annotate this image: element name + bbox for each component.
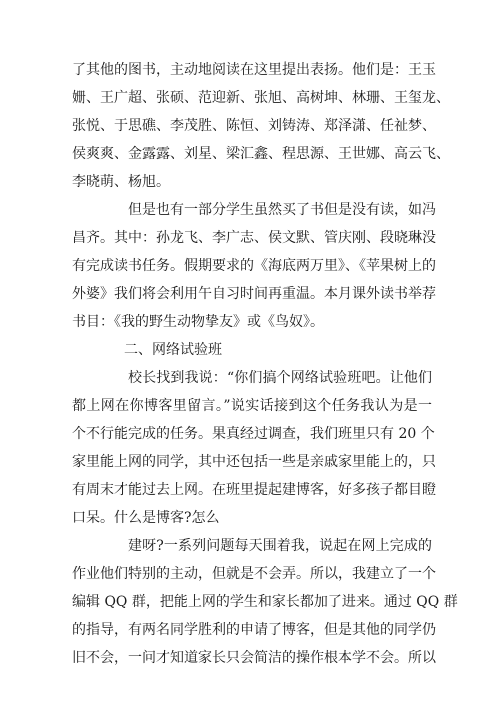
text-line: 书目：《我的野生动物挚友》或《鸟奴》。 xyxy=(72,314,324,330)
text-line: 都上网在你博客里留言。”说实话接到这个任务我认为是一 xyxy=(72,398,432,414)
text-line: 外婆》我们将会利用午自习时间再重温。本月课外读书举荐 xyxy=(72,286,436,302)
text-line: 但是也有一部分学生虽然买了书但是没有读，如冯 xyxy=(128,202,436,218)
text-line: 口呆。什么是博客?怎么 xyxy=(72,510,220,526)
text-line: 昌齐。其中：孙龙飞、李广志、侯文默、管庆刚、段晓琳没 xyxy=(72,230,436,246)
text-line: 编辑 QQ 群，把能上网的学生和家长都加了进来。通过 QQ 群 xyxy=(72,594,458,610)
text-line: 有完成读书任务。假期要求的《海底两万里》、《苹果树上的 xyxy=(72,258,436,274)
text-line: 的指导，有两名同学胜利的申请了博客，但是其他的同学仍 xyxy=(72,622,436,638)
text-line: 侯爽爽、金露露、刘星、梁汇鑫、程思源、王世娜、高云飞、 xyxy=(72,146,450,162)
text-line: 有周末才能过去上网。在班里提起建博客，好多孩子都目瞪 xyxy=(72,482,436,498)
text-line: 旧不会，一问才知道家长只会简洁的操作根本学不会。所以 xyxy=(72,650,436,666)
text-line: 作业他们特别的主动，但就是不会弄。所以，我建立了一个 xyxy=(72,566,436,582)
text-line: 姗、王广超、张硕、范迎新、张旭、高树坤、林珊、王玺龙、 xyxy=(72,90,450,106)
text-line: 校长找到我说：“你们搞个网络试验班吧。让他们 xyxy=(128,370,432,386)
text-line: 了其他的图书，主动地阅读在这里提出表扬。他们是：王玉 xyxy=(72,62,436,78)
text-line: 李晓萌、杨旭。 xyxy=(72,174,170,190)
text-line: 张悦、于思礁、李茂胜、陈恒、刘铸涛、郑泽潇、任祉梦、 xyxy=(72,118,436,134)
text-line: 建呀?一系列问题每天围着我，说起在网上完成的 xyxy=(128,538,432,554)
document-body xyxy=(72,56,458,672)
section-heading: 二、网络试验班 xyxy=(124,342,222,358)
text-line: 个不行能完成的任务。果真经过调查，我们班里只有 20 个 xyxy=(72,426,435,442)
text-line: 家里能上网的同学，其中还包括一些是亲戚家里能上的，只 xyxy=(72,454,436,470)
